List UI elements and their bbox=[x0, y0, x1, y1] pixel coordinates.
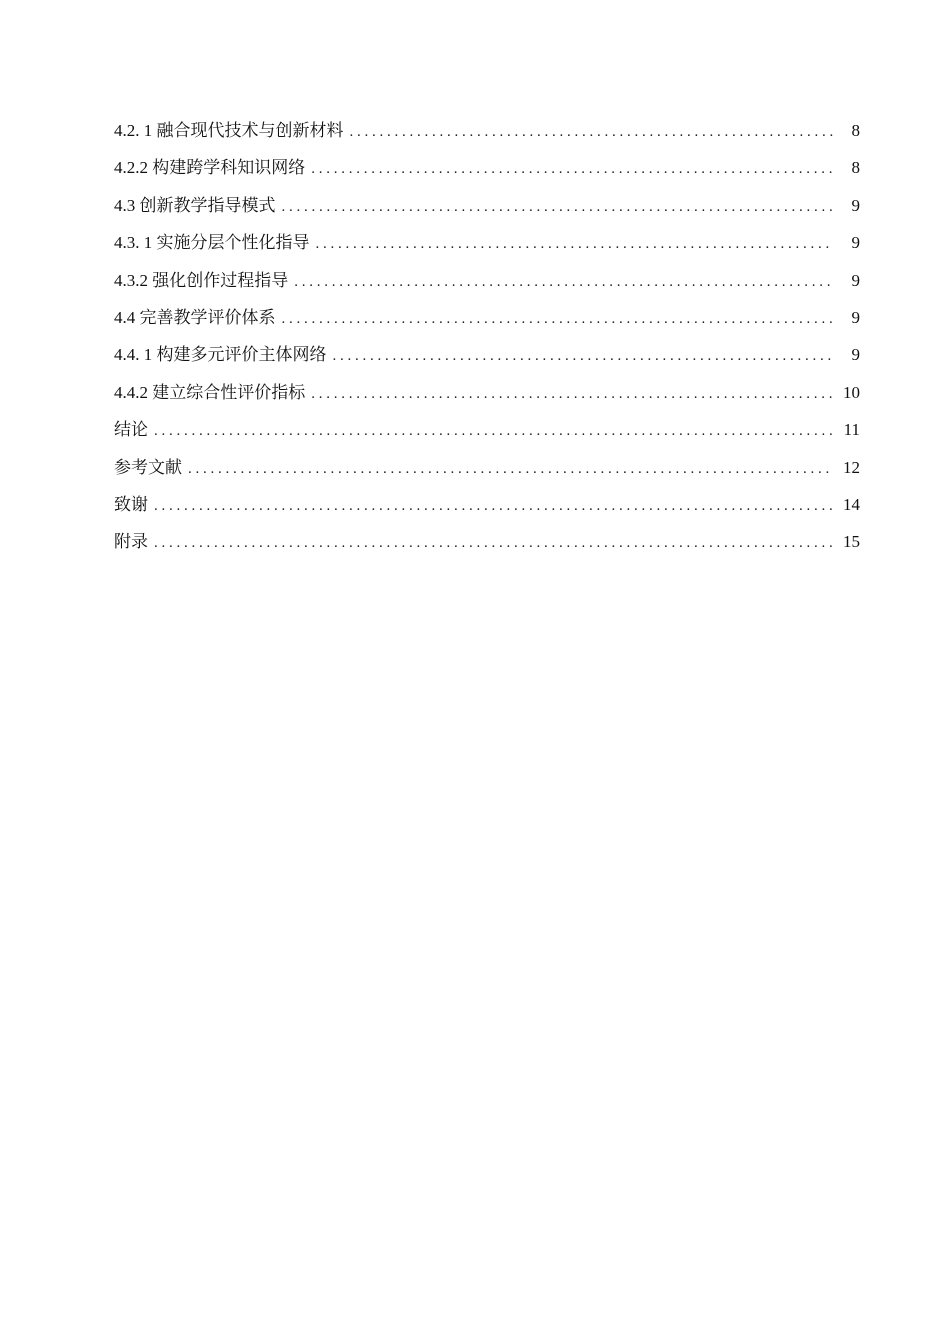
toc-dot-leader bbox=[294, 268, 834, 296]
toc-dot-leader bbox=[350, 118, 835, 146]
toc-page-number: 9 bbox=[851, 270, 860, 290]
toc-entry[interactable] bbox=[114, 454, 860, 491]
toc-entry[interactable] bbox=[114, 491, 860, 528]
toc-entry-title: 4.4.2 建立综合性评价指标 bbox=[114, 382, 306, 402]
toc-entry[interactable] bbox=[114, 154, 860, 191]
toc-entry-title: 4.2.2 构建跨学科知识网络 bbox=[114, 158, 306, 178]
toc-entry-title: 参考文献 bbox=[114, 457, 182, 477]
toc-dot-leader bbox=[316, 230, 835, 258]
toc-entry-title: 4.4. 1 构建多元评价主体网络 bbox=[114, 345, 327, 365]
toc-entry-title: 4.3 创新教学指导模式 bbox=[114, 195, 276, 215]
toc-entry[interactable] bbox=[114, 528, 860, 565]
toc-entry-title: 4.4 完善教学评价体系 bbox=[114, 307, 276, 327]
toc-page-number: 10 bbox=[843, 382, 860, 402]
toc-page-number: 15 bbox=[843, 532, 860, 552]
toc-dot-leader bbox=[154, 492, 834, 520]
toc-page-number: 8 bbox=[851, 158, 860, 178]
toc-page-number: 9 bbox=[851, 195, 860, 215]
toc-dot-leader bbox=[154, 529, 834, 557]
toc-page-number: 9 bbox=[851, 345, 860, 365]
toc-entry[interactable] bbox=[114, 229, 860, 266]
toc-dot-leader bbox=[311, 380, 834, 408]
toc-page-number: 11 bbox=[843, 420, 860, 440]
toc-entry-title: 4.3.2 强化创作过程指导 bbox=[114, 270, 289, 290]
toc-page-number: 8 bbox=[851, 121, 860, 140]
toc-page-number: 9 bbox=[851, 307, 860, 327]
toc-entry[interactable] bbox=[114, 304, 860, 341]
toc-entry[interactable] bbox=[114, 117, 860, 154]
toc-dot-leader bbox=[333, 342, 835, 370]
toc-entry-title: 致谢 bbox=[114, 494, 148, 514]
toc-entry-title: 结论 bbox=[114, 420, 148, 440]
toc-entry-title: 4.3. 1 实施分层个性化指导 bbox=[114, 233, 310, 253]
toc-entry[interactable] bbox=[114, 192, 860, 229]
toc-entry[interactable] bbox=[114, 379, 860, 416]
toc-entry[interactable] bbox=[114, 416, 860, 453]
toc-page-number: 14 bbox=[843, 494, 860, 514]
toc-page-number: 9 bbox=[851, 233, 860, 253]
toc-entry-title: 4.2. 1 融合现代技术与创新材料 bbox=[114, 121, 344, 140]
toc-dot-leader bbox=[282, 305, 835, 333]
toc-dot-leader bbox=[154, 417, 834, 445]
toc-page-number: 12 bbox=[843, 457, 860, 477]
toc-dot-leader bbox=[311, 155, 834, 183]
toc-entry[interactable] bbox=[114, 341, 860, 378]
toc-entry-title: 附录 bbox=[114, 532, 148, 552]
toc-dot-leader bbox=[188, 455, 834, 483]
toc-entry[interactable] bbox=[114, 267, 860, 304]
table-of-contents bbox=[114, 117, 860, 566]
toc-dot-leader bbox=[282, 193, 835, 221]
